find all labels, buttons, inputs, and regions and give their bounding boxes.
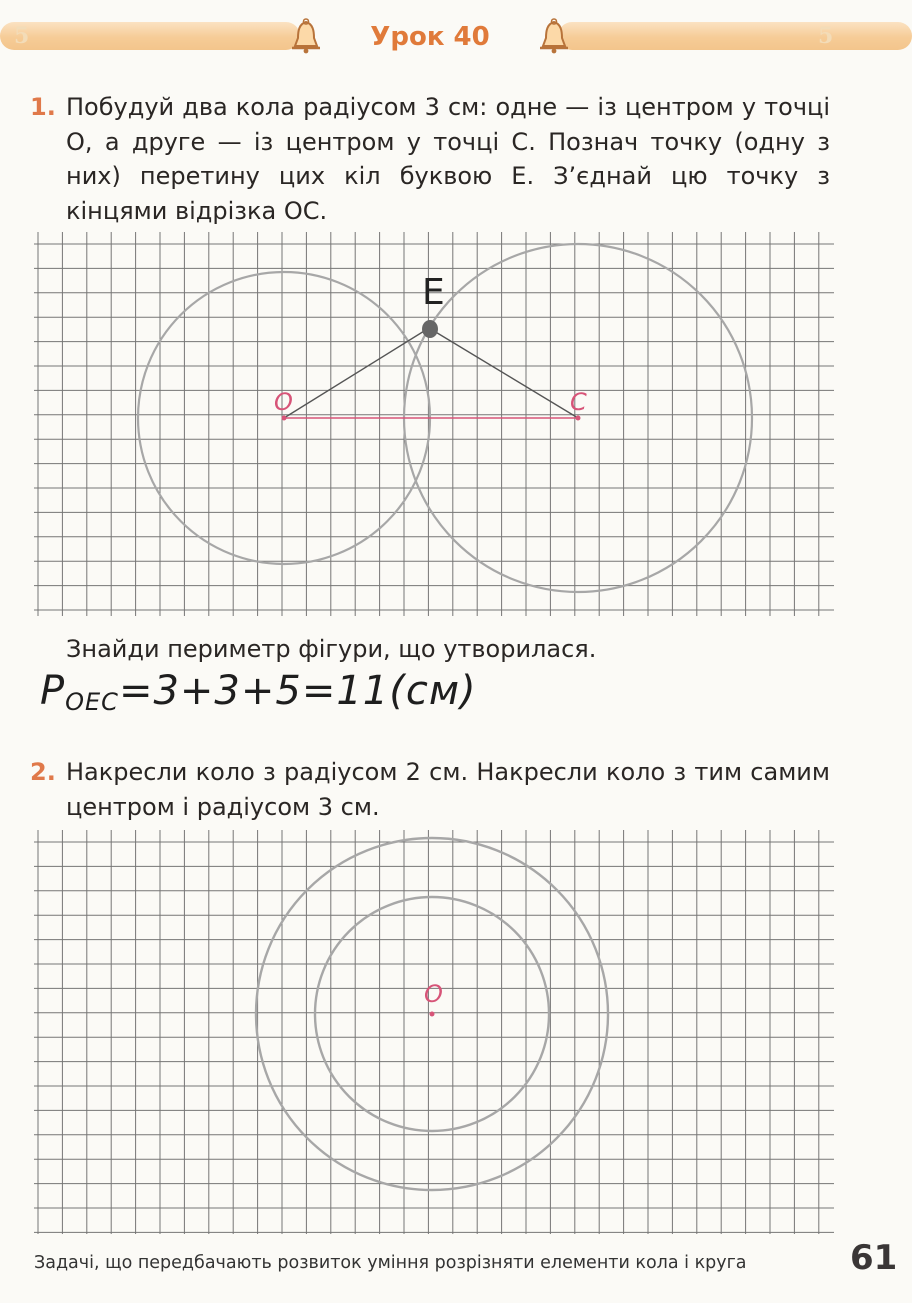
task-2-number: 2. [30, 758, 56, 786]
label-o: O [274, 388, 293, 416]
header-deco-number-left: 5 [14, 23, 30, 49]
bell-icon [290, 18, 322, 56]
task-2-grid [34, 830, 834, 1234]
bell-icon [538, 18, 570, 56]
point-o [282, 416, 287, 421]
answer-perimeter-symbol: P [40, 668, 66, 714]
page-number: 61 [850, 1238, 898, 1278]
label-c: C [570, 388, 587, 416]
point-e [422, 320, 438, 338]
lesson-title: Урок 40 [370, 22, 490, 52]
label-center-o: O [424, 980, 443, 1008]
header-deco-number-right: 5 [818, 23, 834, 49]
task-1-text: Побудуй два кола радіусом 3 см: одне — із центром у точці О, а друге — із центром у точці С. Познач точку (одну з них) перетину цих кіл буквою Е. З’єднай цю точку з кінцями відрізка ОС. [66, 93, 830, 225]
task-1-grid [34, 232, 834, 616]
task-1-number: 1. [30, 93, 56, 121]
answer-perimeter-subscript: OEC [65, 688, 119, 716]
point-c [576, 416, 581, 421]
label-e: E [422, 272, 445, 313]
point-center-o [430, 1012, 435, 1017]
header-band-left [0, 22, 300, 50]
footer-caption: Задачі, що передбачають розвиток уміння розрізняти елементи кола і круга [34, 1253, 747, 1273]
task-1-answer [40, 666, 477, 727]
header-band-right [558, 22, 912, 50]
task-1-prompt: Знайди периметр фігури, що утворилася. [66, 635, 597, 663]
task-2-text: Накресли коло з радіусом 2 см. Накресли коло з тим самим центром і радіусом 3 см. [66, 758, 830, 821]
answer-expression: =3+3+5=11(см) [118, 668, 477, 714]
